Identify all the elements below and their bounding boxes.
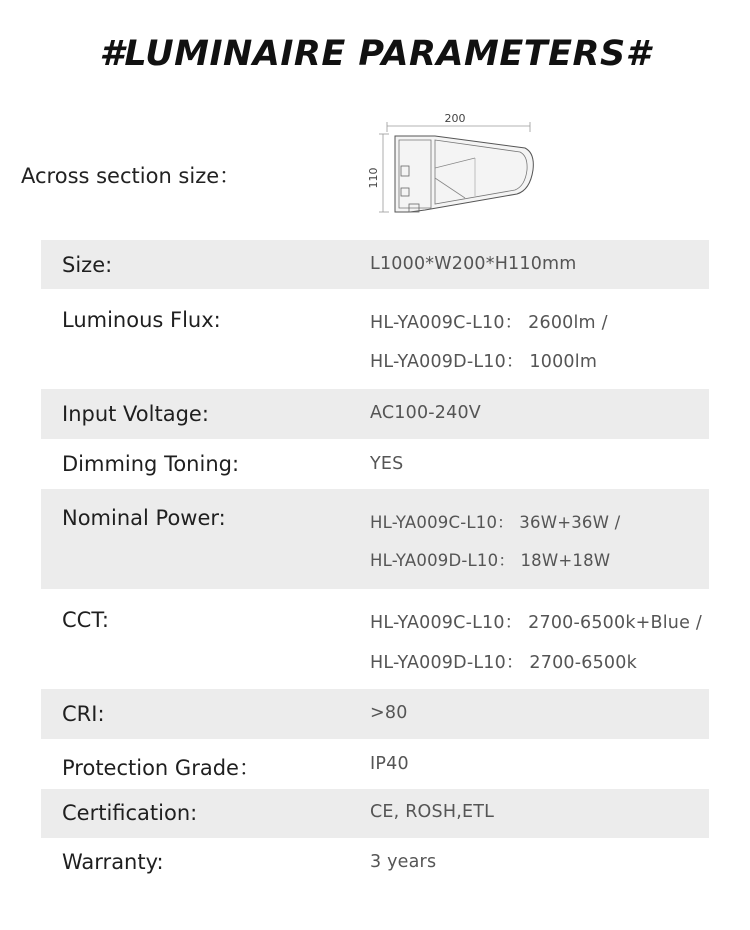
spec-value: HL-YA009C-L10： 36W+36W / <box>370 513 621 532</box>
spec-row-cri <box>41 689 709 739</box>
spec-value: >80 <box>370 703 408 723</box>
spec-value: L1000*W200*H110mm <box>370 254 577 274</box>
spec-label: Nominal Power: <box>62 506 226 530</box>
spec-row-protection-grade <box>41 739 709 789</box>
spec-label: CRI: <box>62 702 105 726</box>
page-title: #LUMINAIRE PARAMETERS# <box>99 34 651 74</box>
spec-label: Warranty: <box>62 850 164 874</box>
spec-value: HL-YA009C-L10： 2600lm / <box>370 313 608 333</box>
spec-value: YES <box>370 454 404 474</box>
spec-value: 3 years <box>370 852 437 872</box>
cross-section-label: Across section size： <box>21 164 241 188</box>
cross-section-diagram <box>365 108 535 218</box>
spec-row-warranty <box>41 838 709 888</box>
spec-value: HL-YA009D-L10： 2700-6500k <box>370 653 637 673</box>
spec-value: HL-YA009D-L10： 1000lm <box>370 352 598 372</box>
spec-row-cct <box>41 589 709 689</box>
spec-label: Certification: <box>62 801 198 825</box>
spec-row-certification <box>41 789 709 838</box>
spec-value: IP40 <box>370 754 409 774</box>
spec-label: Size: <box>62 253 113 277</box>
height-dimension-label: 110 <box>367 167 380 189</box>
spec-label: Dimming Toning: <box>62 452 240 476</box>
spec-row-input-voltage <box>41 389 709 439</box>
width-dimension-label: 200 <box>444 112 466 125</box>
spec-value: AC100-240V <box>370 403 481 423</box>
spec-value: HL-YA009C-L10： 2700-6500k+Blue / <box>370 613 702 633</box>
spec-label: Input Voltage: <box>62 402 209 426</box>
spec-row-luminous-flux <box>41 289 709 389</box>
spec-label: Protection Grade： <box>62 756 260 780</box>
spec-row-dimming-toning <box>41 439 709 489</box>
spec-label: CCT: <box>62 608 109 632</box>
spec-value: CE, ROSH,ETL <box>370 802 495 822</box>
spec-label: Luminous Flux: <box>62 308 221 332</box>
spec-row-nominal-power <box>41 489 709 589</box>
spec-row-size <box>41 240 709 289</box>
spec-value: HL-YA009D-L10： 18W+18W <box>370 551 611 570</box>
